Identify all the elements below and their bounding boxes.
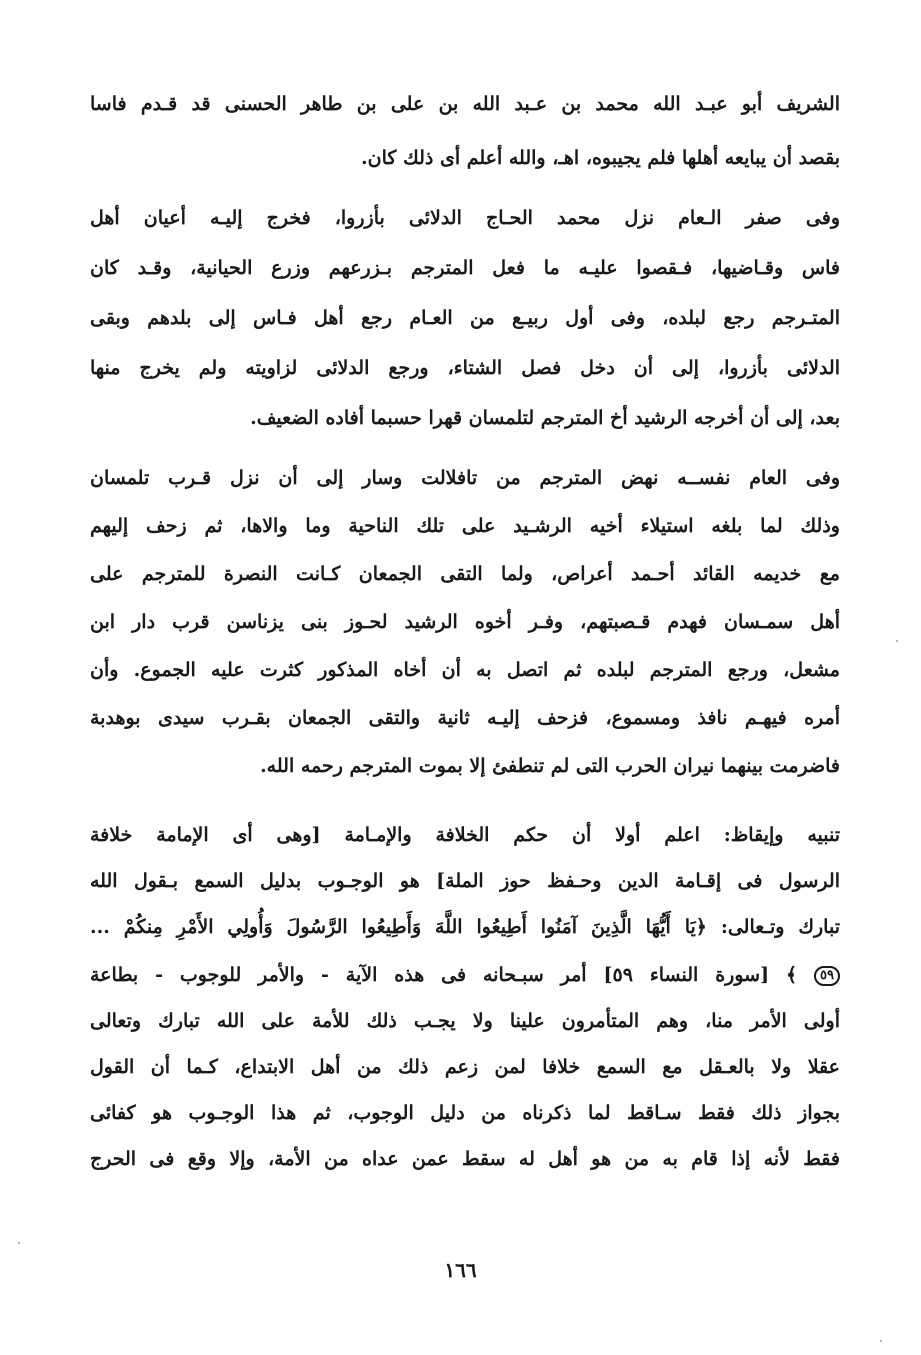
scan-speck — [880, 1340, 882, 1342]
paragraph-line: بجواز ذلك فقط سـاقط لما ذكرناه من دليل الوجوب، ثم هذا الوجـوب هو كفائى — [90, 1102, 840, 1124]
paragraph-line: فاس وقـاضيها، فـقصوا عليـه ما فعل المترجم بـزرعهم وزرع الحيانية، وقـد كان — [90, 257, 840, 279]
paragraph-2 — [90, 198, 840, 438]
paragraph-line: الدلائى بأزروا، إلى أن دخل فصل الشتاء، ورجع الدلائى لزاويته ولم يخرج منها — [90, 357, 840, 379]
paragraph-1 — [90, 84, 840, 169]
verse-number-marker: ٥٩ — [814, 966, 840, 986]
paragraph-line: وفى صفر الـعام نزل محمد الحـاج الدلائى بأزروا، فخرج إليـه أعيان أهل — [90, 207, 840, 229]
paragraph-line-text: ﴾ [سورة النساء ٥٩] أمر سبـحانه فى هذه الآية - والأمر للوجوب - بطاعة — [90, 964, 798, 986]
paragraph-line: عقلا ولا بالعـقل مع السمع خلافا لمن زعم ذلك من أهل الابتداع، كـما أن القول — [90, 1056, 840, 1078]
paragraph-line: مع خديمه القائد أحـمد أعراص، ولما التقى الجمعان كـانت النصرة للمترجم على — [90, 563, 840, 585]
page-number: ١٦٦ — [444, 1258, 477, 1282]
paragraph-line: تنبيه وإيقاظ: اعلم أولا أن حكم الخلافة والإمـامة [وهى أى الإمامة خلافة — [90, 824, 840, 846]
paragraph-line: بعد، إلى أن أخرجه الرشيد أخ المترجم لتلمسان قهرا حسبما أفاده الضعيف. — [250, 407, 840, 429]
paragraph-line: أمره فيهـم نافذ ومسموع، فزحف إليـه ثانية والتقى الجمعان بقـرب سيدى بوهدبة — [90, 707, 840, 729]
paragraph-line: مشعل، ورجع المترجم لبلده ثم اتصل به أن أخاه المذكور كثرت عليه الجموع. وأن — [90, 659, 840, 681]
scan-speck — [896, 640, 898, 642]
paragraph-line: الشريف أبو عبـد الله محمد بن عـبد الله بن على بن طاهر الحسنى قد قـدم فاسا — [90, 93, 840, 115]
paragraph-line: وفى العام نفســه نهض المترجم من تافلالت وسار إلى أن نزل قـرب تلمسان — [90, 467, 840, 489]
paragraph-3 — [90, 458, 840, 798]
paragraph-line: فاضرمت بينهما نيران الحرب التى لم تنطفئ إلا بموت المترجم رحمه الله. — [260, 755, 840, 777]
paragraph-line: المتـرجم رجع لبلده، وفى أول ربيـع من العـام رجع أهل فـاس إلى بلدهم وبقى — [90, 307, 840, 329]
paragraph-line: وذلك لما بلغه استيلاء أخيه الرشـيد على تلك الناحية وما والاها، ثم زحف إليهم — [90, 515, 840, 537]
paragraph-line: أولى الأمر منا، وهم المتأمرون علينا ولا يجـب ذلك للأمة على الله تبارك وتعالى — [90, 1010, 840, 1032]
paragraph-line: تبارك وتـعالى: ﴿يَا أَيُّهَا الَّذِينَ آمَنُوا أَطِيعُوا اللَّهَ وَأَطِيعُوا الرَّسُولَ وَأُولِي الأَمْرِ مِنكُمْ ... — [90, 916, 840, 938]
paragraph-line: الرسول فى إقـامة الدين وحـفظ حوز الملة] هو الوجـوب بدليل السمع بـقول الله — [90, 870, 840, 892]
paragraph-line: بقصد أن يبايعه أهلها فلم يجيبوه، اهـ، والله أعلم أى ذلك كان. — [361, 147, 840, 169]
paragraph-line — [90, 955, 840, 995]
paragraph-line: فقط لأنه إذا قام به من هو أهل له سقط عمن عداه من الأمة، وإلا وقع فى الحرج — [90, 1148, 840, 1170]
scan-speck — [18, 1242, 20, 1244]
paragraph-line: أهل سمـسان فهدم قـصبتهم، وفـر أخوه الرشيد لحـوز بنى يزناسن قرب دار ابن — [90, 611, 840, 633]
paragraph-4 — [90, 815, 840, 1215]
